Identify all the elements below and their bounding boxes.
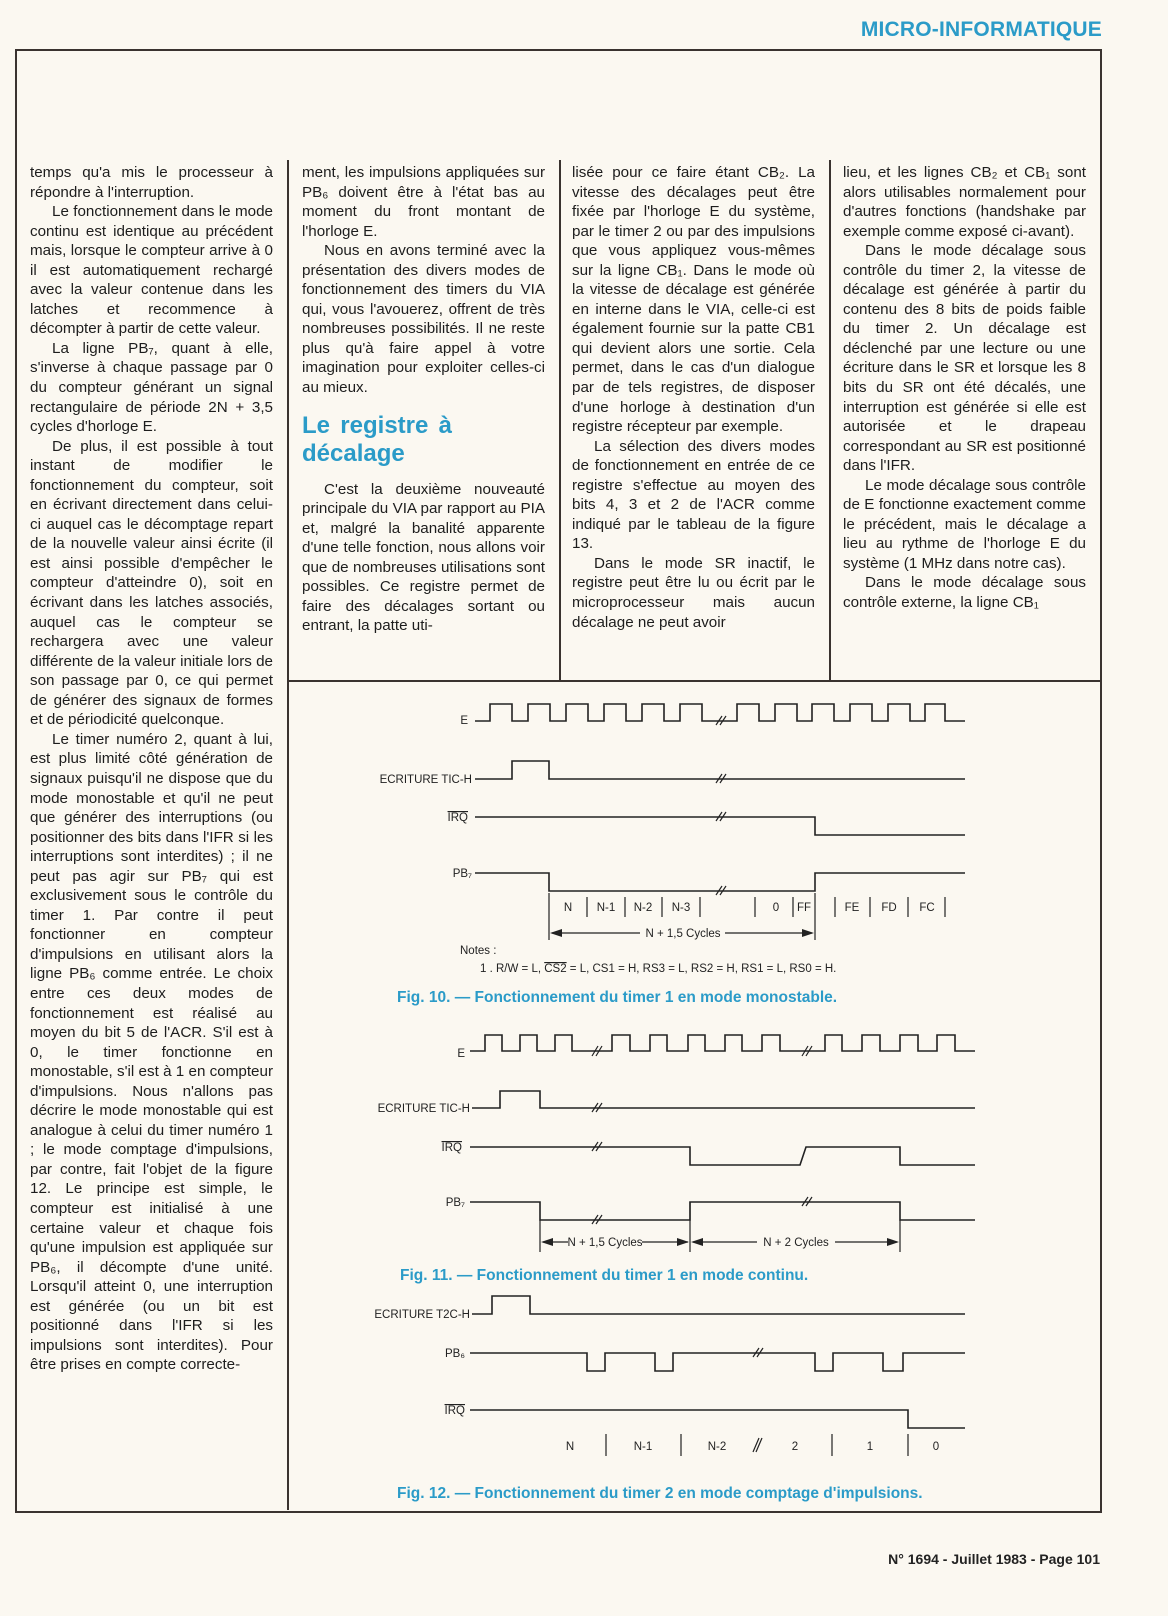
signal-irq [475,817,965,835]
break-marks [716,716,726,895]
count-label: 0 [932,1441,940,1453]
break-marks [592,1046,812,1224]
section-heading: Le registre à décalage [302,411,452,467]
count-label: FF [796,902,812,914]
signal-e [470,1035,975,1051]
signal-label-pb6: PB₆ [445,1348,465,1360]
count-label: N [563,902,573,914]
paragraph: La sélection des divers modes de fonctionnement en entrée de ce registre s'effectue au moyen des bits 4, 3 et 2 de l'ACR comme indiqué par le tableau de la figure 13. [572,437,815,553]
section-header: MICRO-INFORMATIQUE [860,18,1102,41]
signal-irq [470,1147,975,1165]
signal-label-irq: IRQ [444,1405,465,1417]
paragraph: ment, les impulsions appliquées sur PB₆ doivent être à l'état bas au moment du front montant de l'horloge E. [302,164,545,240]
note-cs2: CS2 [544,963,567,975]
page-footer: N° 1694 - Juillet 1983 - Page 101 [888,1551,1100,1567]
paragraph: Nous en avons terminé avec la présentation des divers modes de fonctionnement des timers du VIA qui, vous l'avouerez, offrent de très nombreuses possibilités. Il ne reste plus qu'à faire appel à votre imagination pour exploiter celles-ci au mieux. [302,242,545,397]
signal-label-e: E [457,1048,465,1060]
paragraph: Le mode décalage sous contrôle de E fonctionne exactement comme le précédent, mais le décalage a lieu au rythme de l'horloge E du système (1 MHz dans notre cas). [843,476,1086,572]
count-label: FD [881,902,897,914]
figure-10 [380,704,965,1006]
figure-12 [374,1296,965,1502]
count-label: N-1 [633,1441,653,1453]
paragraph: temps qu'a mis le processeur à répondre à l'interruption. [30,164,273,201]
note-text: 1 . R/W = L, [480,963,545,975]
signal-label-irq: IRQ [447,812,468,824]
note-text: = L, CS1 = H, RS3 = L, RS2 = H, RS1 = L, RS0 = H. [566,963,837,975]
count-label: N-2 [707,1441,727,1453]
count-label: N [565,1441,575,1453]
count-label: 1 [866,1441,874,1453]
paragraph: Dans le mode décalage sous contrôle externe, la ligne CB₁ [843,574,1086,612]
paragraph: Dans le mode décalage sous contrôle du timer 2, la vitesse de décalage est générée à partir du contenu des 8 bits de poids faible du timer 2. Un décalage est déclenché par une lecture ou une écriture dans le SR et lorsque les 8 bits du SR ont été décalés, une interruption est générée si elle est autorisée et le drapeau correspondant au SR est positionné dans l'IFR. [843,242,1086,475]
count-label: N-2 [633,902,653,914]
paragraph: Le timer numéro 2, quant à lui, est plus limité côté génération de signaux puisqu'il ne dispose que du mode monostable et qu'il ne peut que générer des interruptions (ou positionner des bits dans l'IFR si les interruptions sont interdites) ; il ne peut pas agir sur PB₇ qui est exclusivement sous le contrôle du timer 1. Par contre il peut fonctionner en compteur d'impulsions en utilisant alors la ligne PB₆ comme entrée. Le choix entre ces deux modes de fonctionnement est réalisé au moyen du bit 5 de l'ACR. S'il est à 0, le timer fonctionne en monostable, s'il est à 1 en compteur d'impulsions. Nous n'allons pas décrire le mode monostable qui est analogue à celui du timer numéro 1 ; le mode comptage d'impulsions, par contre, fait l'objet de la figure 12. Le principe est simple, le compteur est initialisé à une certaine valeur et chaque fois qu'une impulsion est appliquée sur PB₆, il décompte d'une unité. Lorsqu'il atteint 0, une interruption est générée (ou un bit est positionné dans l'IFR si les impulsions sont interdites). Pour être prises en compte correcte- [30,730,273,1374]
duration-label: N + 1,5 Cycles [645,928,721,940]
signal-pb6 [470,1353,965,1371]
signal-ecriture [472,1091,975,1108]
figure-caption: Fig. 12. — Fonctionnement du timer 2 en mode comptage d'impulsions. [397,1485,923,1502]
break-marks [753,1348,763,1452]
count-label: 2 [791,1441,799,1453]
signal-label-ecriture: ECRITURE TIC-H [377,1103,470,1115]
signal-pb7 [470,1202,975,1220]
paragraph: C'est la deuxième nouveauté principale du VIA par rapport au PIA et, malgré la banalité apparente d'une telle fonction, nous allons voir que de nombreuses utilisations sont possibles. Ce registre permet de faire des décalages sortant ou entrant, la patte uti- [302,480,545,635]
duration-label: N + 2 Cycles [763,1237,829,1249]
signal-label-pb7: PB₇ [452,868,472,880]
count-label: N-3 [671,902,691,914]
signal-label-e: E [460,715,468,727]
figure-caption: Fig. 10. — Fonctionnement du timer 1 en mode monostable. [397,989,838,1006]
signal-ecriture [472,1296,965,1314]
count-label: 0 [772,902,780,914]
figure-caption: Fig. 11. — Fonctionnement du timer 1 en mode continu. [400,1267,809,1284]
figure-11 [378,1035,975,1284]
paragraph: De plus, il est possible à tout instant de modifier le fonctionnement du compteur, soit en écrivant directement dans celui-ci auquel cas le décomptage repart de la nouvelle valeur ainsi écrite (il est ainsi possible d'empêcher le compteur d'atteindre 0), soit en écrivant dans les latches associés, auquel cas le compteur se rechargera avec une valeur différente de la valeur initiale lors de son passage par 0, ce qui permet de générer des signaux de formes et de périodicité quelconque. [30,437,273,729]
paragraph: Le fonctionnement dans le mode continu est identique au précédent mais, lorsque le compteur arrive à 0 il est automatiquement rechargé avec la valeur contenue dans les latches et recommence à décompter à partir de cette valeur. [30,203,273,338]
signal-label-irq: IRQ [441,1142,462,1154]
signal-label-ecriture: ECRITURE TIC-H [379,774,472,786]
paragraph: La ligne PB₇, quant à elle, s'inverse à chaque passage par 0 du compteur générant un signal rectangulaire de période 2N + 3,5 cycles d'horloge E. [30,339,273,436]
note-1 [480,963,836,975]
count-label: FE [844,902,860,914]
paragraph: Dans le mode SR inactif, le registre peut être lu ou écrit par le microprocesseur mais aucun décalage ne peut avoir [572,554,815,631]
signal-irq [470,1410,965,1428]
signal-label-ecriture: ECRITURE T2C-H [374,1309,470,1321]
duration-label: N + 1,5 Cycles [567,1237,643,1249]
paragraph: lisée pour ce faire étant CB₂. La vitesse des décalages peut être fixée par l'horloge E du système, par le timer 2 ou par des impulsions que vous appliquez vous-mêmes sur la ligne CB₁. Dans le mode où la vitesse de décalage est générée en interne dans le VIA, celle-ci est également fournie sur la patte CB1 qui devient alors une sortie. Cela permet, dans le cas d'un dialogue par de tels registres, de disposer d'une horloge à destination d'un registre récepteur par exemple. [572,164,815,436]
signal-label-pb7: PB₇ [445,1197,465,1209]
notes-title: Notes : [460,945,497,957]
paragraph: lieu, et les lignes CB₂ et CB₁ sont alors utilisables normalement pour d'autres fonctions (handshake par exemple comme exposé ci-avant). [843,164,1086,240]
count-label: N-1 [596,902,616,914]
count-label: FC [919,902,935,914]
